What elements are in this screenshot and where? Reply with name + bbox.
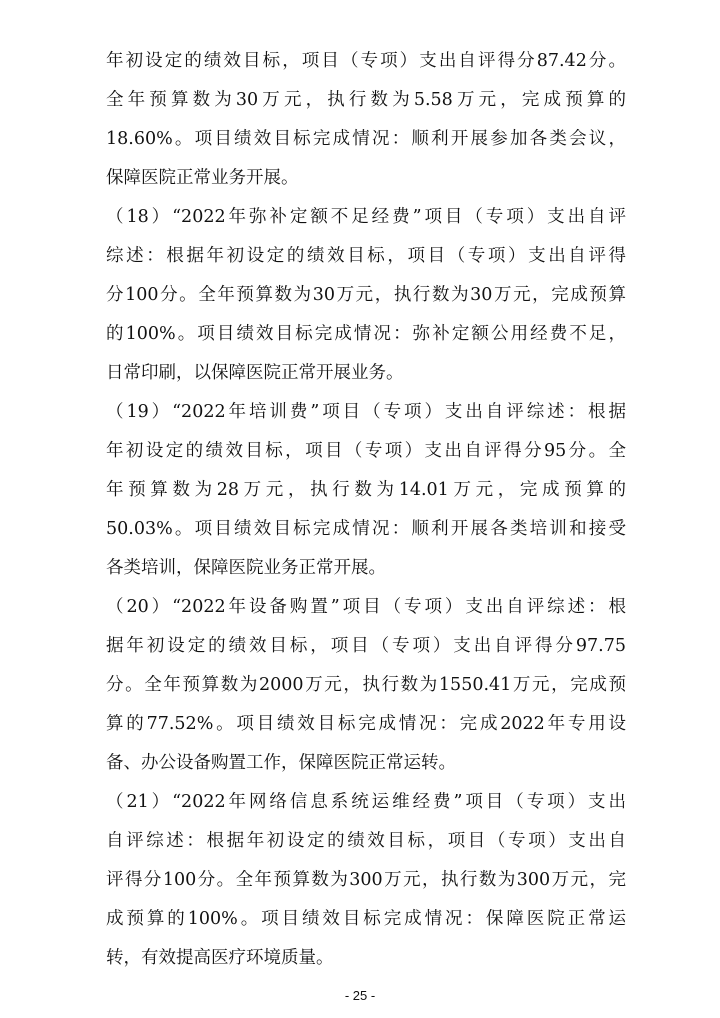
text-line: （20）“2022年设备购置”项目（专项）支出自评综述：根 xyxy=(106,597,626,617)
text-line: 保障医院正常业务开展。 xyxy=(106,168,299,188)
page-number: - 25 - xyxy=(344,988,376,1003)
text-line: 转，有效提高医疗环境质量。 xyxy=(106,948,334,968)
text-line: 50.03%。项目绩效目标完成情况：顺利开展各类培训和接受 xyxy=(106,519,626,539)
text-line: 的100%。项目绩效目标完成情况：弥补定额公用经费不足， xyxy=(106,324,626,344)
text-line: 综述：根据年初设定的绩效目标，项目（专项）支出自评得 xyxy=(106,246,626,266)
text-line: 年初设定的绩效目标，项目（专项）支出自评得分95分。全 xyxy=(106,441,626,461)
text-line: 18.60%。项目绩效目标完成情况：顺利开展参加各类会议， xyxy=(106,129,626,149)
text-line: 分100分。全年预算数为30万元，执行数为30万元，完成预算 xyxy=(106,285,626,305)
text-line: 自评综述：根据年初设定的绩效目标，项目（专项）支出自 xyxy=(106,831,626,851)
text-line: 成预算的100%。项目绩效目标完成情况：保障医院正常运 xyxy=(106,909,626,929)
text-line: 算的77.52%。项目绩效目标完成情况：完成2022年专用设 xyxy=(106,714,626,734)
text-line: 评得分100分。全年预算数为300万元，执行数为300万元，完 xyxy=(106,870,626,890)
text-line: （21）“2022年网络信息系统运维经费”项目（专项）支出 xyxy=(106,792,626,812)
text-line: （19）“2022年培训费”项目（专项）支出自评综述：根据 xyxy=(106,402,626,422)
text-line: 分。全年预算数为2000万元，执行数为1550.41万元，完成预 xyxy=(106,675,626,695)
text-line: 备、办公设备购置工作，保障医院正常运转。 xyxy=(106,753,456,773)
text-line: （18）“2022年弥补定额不足经费”项目（专项）支出自评 xyxy=(106,207,626,227)
text-line: 全年预算数为30万元，执行数为5.58万元，完成预算的 xyxy=(106,90,626,110)
text-line: 各类培训，保障医院业务正常开展。 xyxy=(106,558,386,578)
text-line: 据年初设定的绩效目标，项目（专项）支出自评得分97.75 xyxy=(106,636,626,656)
text-line: 日常印刷，以保障医院正常开展业务。 xyxy=(106,363,404,383)
body-text xyxy=(106,42,626,978)
text-line: 年预算数为28万元，执行数为14.01万元，完成预算的 xyxy=(106,480,626,500)
text-line: 年初设定的绩效目标，项目（专项）支出自评得分87.42分。 xyxy=(106,51,626,71)
